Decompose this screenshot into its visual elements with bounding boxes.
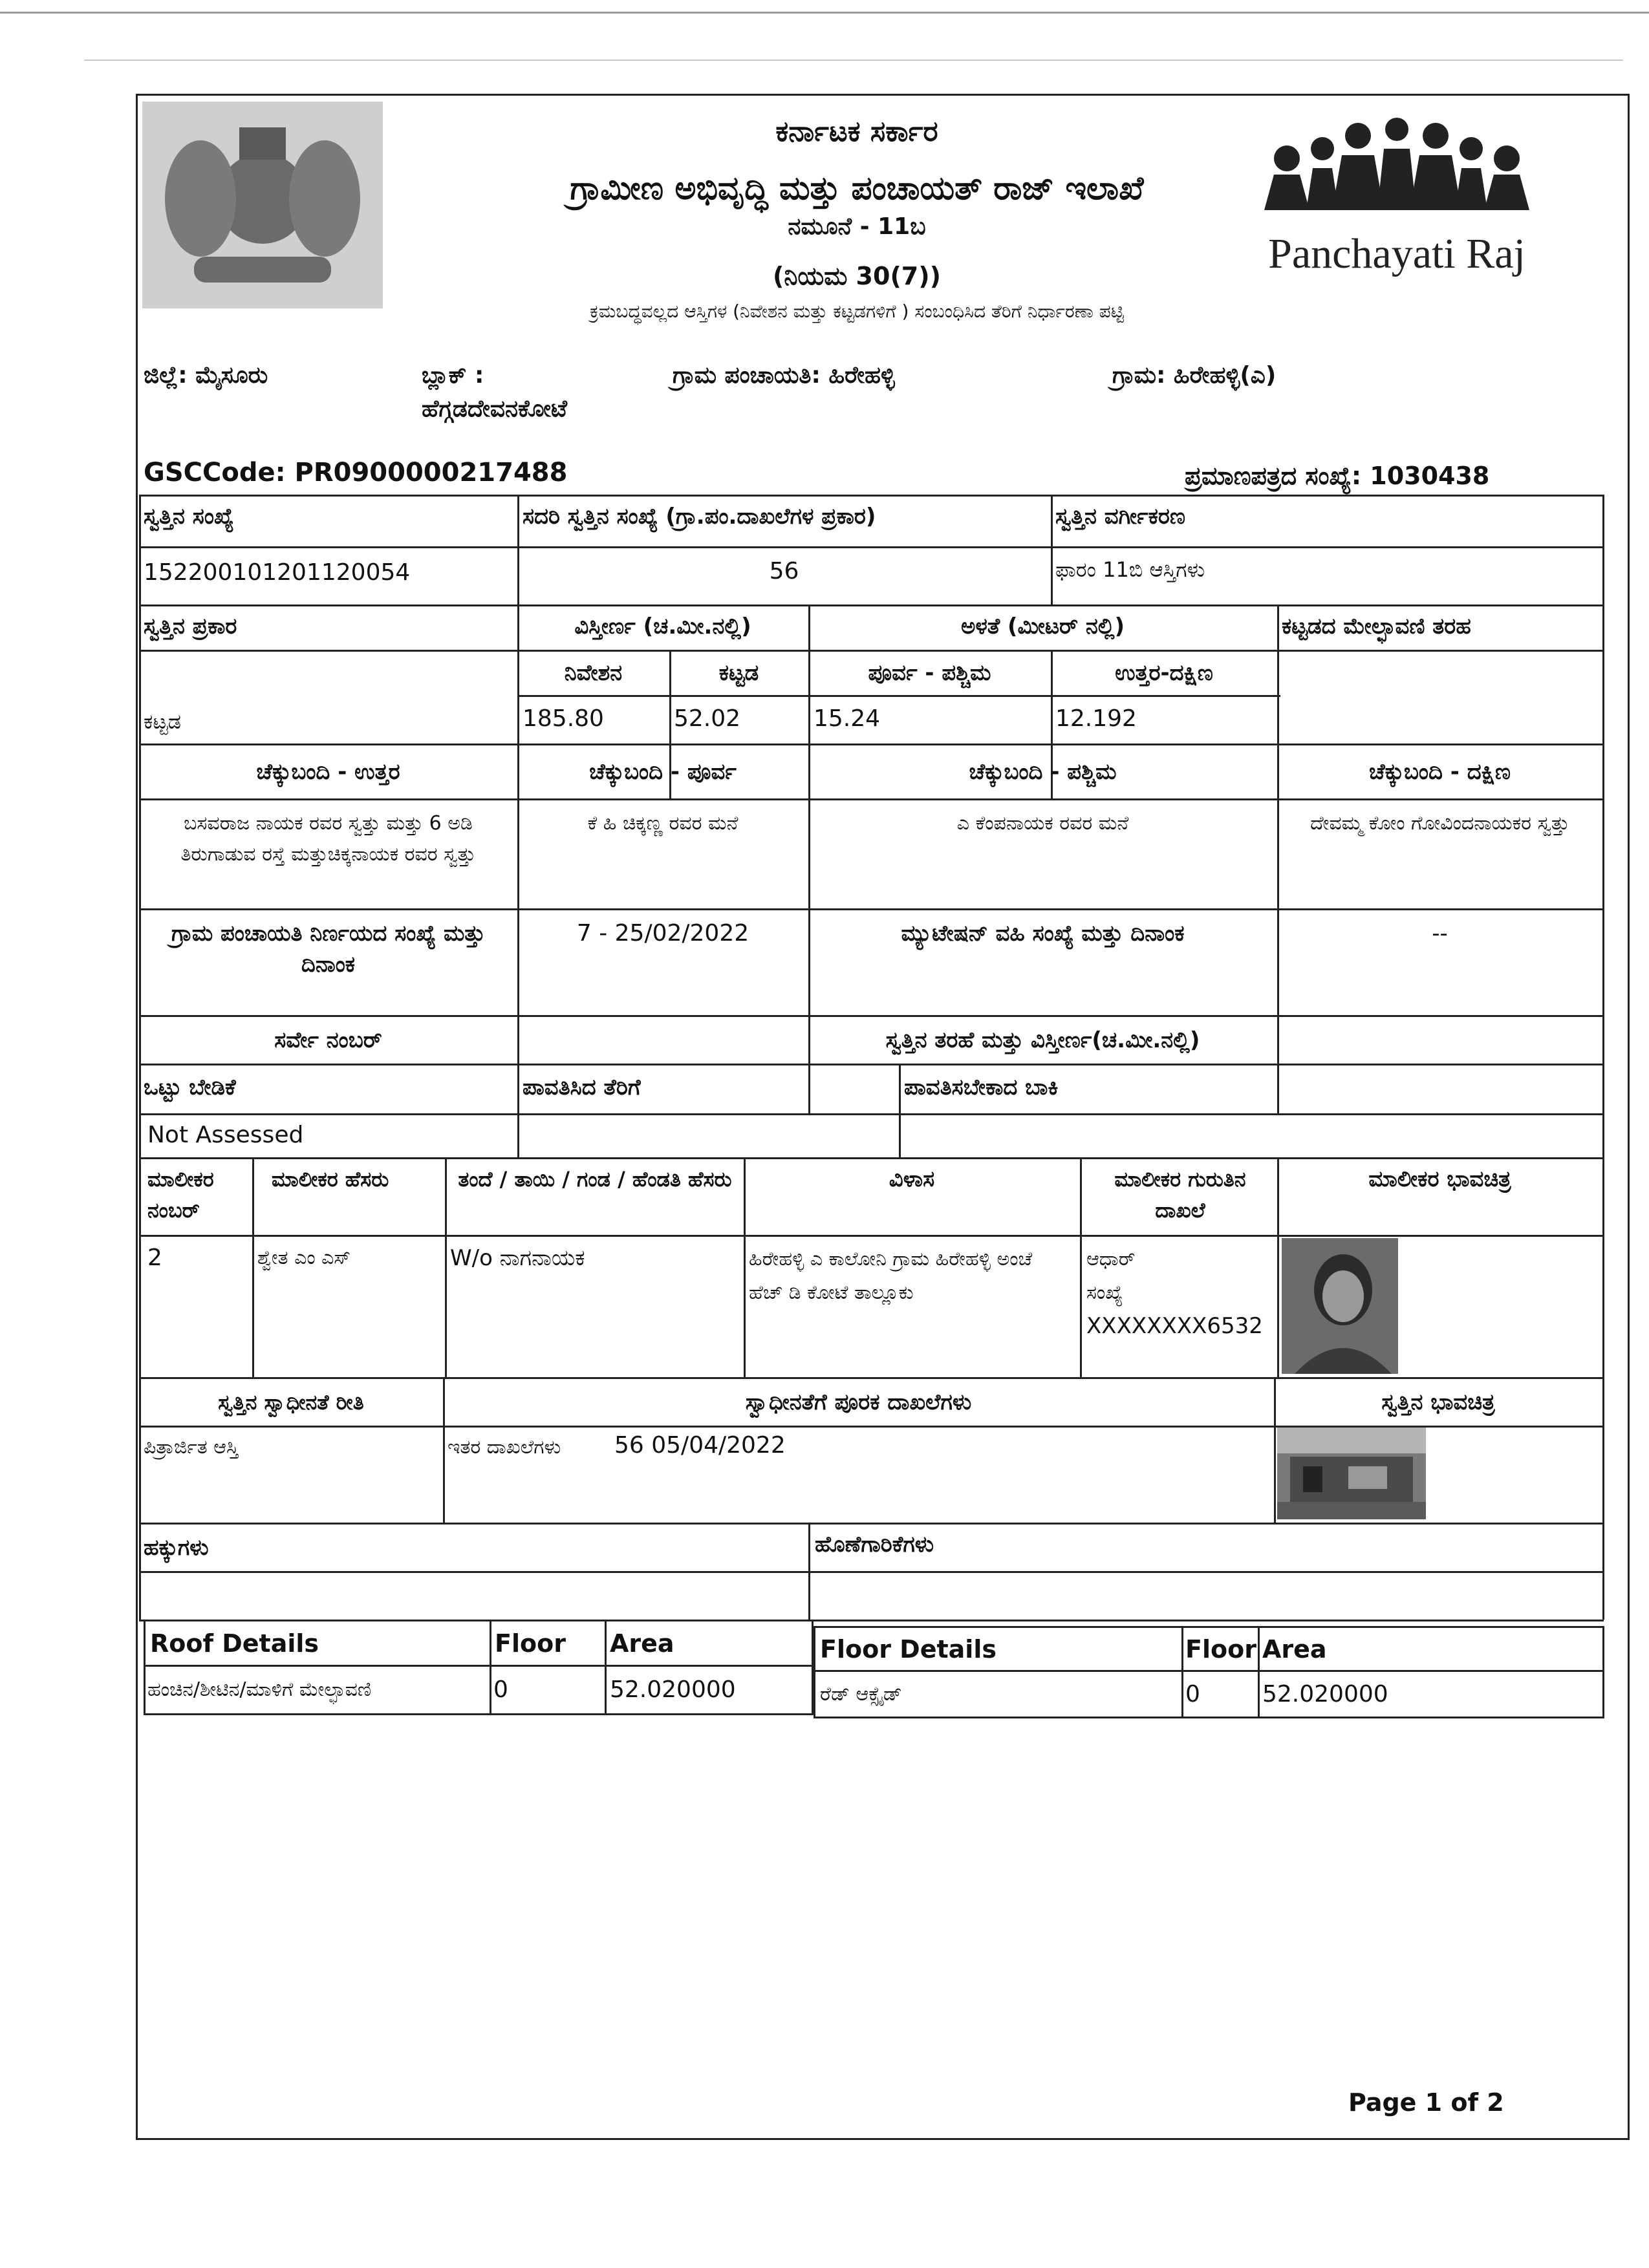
relation-name-label: ತಂದೆ / ತಾಯಿ / ಗಂಡ / ಹೆಂಡತಿ ಹೆಸರು [458, 1167, 732, 1192]
resolution-label: ಗ್ರಾಮ ಪಂಚಾಯತಿ ನಿರ್ಣಯದ ಸಂಖ್ಯೆ ಮತ್ತು ದಿನಾಂಕ [171, 921, 486, 978]
address-value: ಹಿರೇಹಳ್ಳಿ ಎ ಕಾಲೋನಿ ಗ್ರಾಮ ಹಿರೇಹಳ್ಳಿ ಅಂಚೆ ಹೆಚ್ ಡಿ ಕೋಟೆ ತಾಲ್ಲೂಕು [749, 1248, 1033, 1304]
gsc-code: GSCCode: PR0900000217488 [144, 458, 568, 487]
owner-number-value: 2 [147, 1245, 162, 1271]
rights-label: ಹಕ್ಕುಗಳು [144, 1535, 209, 1561]
north-south-label: ಉತ್ತರ-ದಕ್ಷಿಣ [1115, 660, 1213, 686]
form-border [136, 94, 1630, 2140]
roof-area-header: Area [610, 1629, 674, 1658]
property-id-value: 152200101201120054 [144, 559, 411, 586]
property-photo [1277, 1428, 1426, 1519]
roof-area-value: 52.020000 [610, 1676, 736, 1703]
rule-number: (ನಿಯಮ 30(7)) [773, 262, 941, 290]
scan-edge-line [0, 12, 1649, 14]
supporting-docs-prefix: ಇತರ ದಾಖಲೆಗಳು [447, 1436, 561, 1459]
form-subtitle: ಕ್ರಮಬದ್ಧವಲ್ಲದ ಆಸ್ತಿಗಳ (ನಿವೇಶನ ಮತ್ತು ಕಟ್ಟಡಗಳಿಗೆ ) ಸಂಬಂಧಿಸಿದ ತೆರಿಗೆ ನಿರ್ಧಾರಣಾ ಪಟ್ಟಿ [589, 301, 1125, 322]
mutation-value: -- [1432, 921, 1448, 947]
survey-number-label: ಸರ್ವೇ ನಂಬರ್ [274, 1027, 382, 1053]
certificate-number: ಪ್ರಮಾಣಪತ್ರದ ಸಂಖ್ಯೆ: 1030438 [1185, 462, 1490, 490]
village: ಗ್ರಾಮ: ಹಿರೇಹಳ್ಳಿ(ಎ) [1112, 362, 1277, 389]
west-boundary-value: ಎ ಕೆಂಪನಾಯಕ ರವರ ಮನೆ [956, 812, 1129, 835]
liabilities-label: ಹೊಣೆಗಾರಿಕೆಗಳು [815, 1532, 934, 1557]
property-type-label: ಸ್ವತ್ತಿನ ಪ್ರಕಾರ [144, 614, 237, 639]
block-label: ಬ್ಲಾಕ್ : [422, 362, 484, 389]
site-label: ನಿವೇಶನ [564, 660, 623, 686]
tax-paid-label: ಪಾವತಿಸಿದ ತೆರಿಗೆ [523, 1075, 641, 1100]
floor-details-title: Floor Details [820, 1635, 997, 1664]
owner-photo-label: ಮಾಲೀಕರ ಭಾವಚಿತ್ರ [1368, 1166, 1511, 1192]
roof-type-label: ಕಟ್ಟಡದ ಮೇಲ್ಛಾವಣಿ ತರಹ [1282, 614, 1471, 639]
floor-floor-value: 0 [1185, 1681, 1200, 1707]
address-label: ವಿಳಾಸ [889, 1166, 935, 1192]
north-boundary-value: ಬಸವರಾಜ ನಾಯಕ ರವರ ಸ್ವತ್ತು ಮತ್ತು 6 ಅಡಿ ತಿರುಗಾಡುವ ರಸ್ತೆ ಮತ್ತುಚಿಕ್ಕನಾಯಕ ರವರ ಸ್ವತ್ತು [180, 812, 476, 866]
scan-edge-line [84, 59, 1623, 61]
total-demand-value: Not Assessed [147, 1122, 304, 1148]
resolution-value: 7 - 25/02/2022 [576, 920, 749, 947]
panchayati-raj-text: Panchayati Raj [1268, 230, 1525, 277]
north-boundary-label: ಚೆಕ್ಕುಬಂದಿ - ಉತ್ತರ [256, 759, 400, 785]
floor-type-value: ರೆಡ್ ಆಕ್ಸೈಡ್ [820, 1683, 902, 1706]
west-boundary-label: ಚೆಕ್ಕುಬಂದಿ - ಪಶ್ಚಿಮ [969, 759, 1117, 785]
mutation-label: ಮ್ಯುಟೇಷನ್ ವಹಿ ಸಂಖ್ಯೆ ಮತ್ತು ದಿನಾಂಕ [901, 921, 1185, 947]
id-proof-label: ಮಾಲೀಕರ ಗುರುತಿನ ದಾಖಲೆ [1114, 1167, 1246, 1223]
district: ಜಿಲ್ಲೆ: ಮೈಸೂರು [144, 362, 268, 389]
south-boundary-value: ದೇವಮ್ಮ ಕೋಂ ಗೋವಿಂದನಾಯಕರ ಸ್ವತ್ತು [1310, 812, 1569, 835]
sadari-label: ಸದರಿ ಸ್ವತ್ತಿನ ಸಂಖ್ಯೆ (ಗ್ರಾ.ಪಂ.ದಾಖಲೆಗಳ ಪ್ರಕಾರ) [523, 504, 876, 530]
site-area-value: 185.80 [523, 705, 604, 732]
department-title: ಗ್ರಾಮೀಣ ಅಭಿವೃದ್ಧಿ ಮತ್ತು ಪಂಚಾಯತ್ ರಾಜ್ ಇಲಾಖೆ [570, 169, 1144, 207]
building-area-value: 52.02 [674, 705, 741, 732]
roof-details-title: Roof Details [150, 1629, 319, 1658]
area-label: ವಿಸ್ತೀರ್ಣ (ಚ.ಮೀ.ನಲ್ಲಿ) [574, 614, 751, 639]
east-boundary-value: ಕೆ ಹಿ ಚಿಕ್ಕಣ್ಣ ರವರ ಮನೆ [587, 812, 738, 835]
east-boundary-label: ಚೆಕ್ಕುಬಂದಿ - ಪೂರ್ವ [589, 759, 737, 785]
acquisition-mode-value: ಪಿತ್ರಾರ್ಜಿತ ಆಸ್ತಿ [144, 1436, 239, 1459]
building-label: ಕಟ್ಟಡ [718, 660, 759, 686]
owner-photo [1282, 1238, 1398, 1374]
classification-label: ಸ್ವತ್ತಿನ ವರ್ಗೀಕರಣ [1055, 504, 1186, 530]
property-type-area-label: ಸ್ವತ್ತಿನ ತರಹೆ ಮತ್ತು ವಿಸ್ತೀರ್ಣ(ಚ.ಮೀ.ನಲ್ಲಿ) [885, 1027, 1200, 1053]
roof-type-value: ಹಂಚಿನ/ಶೀಟಿನ/ಮಾಳಿಗೆ ಮೇಲ್ಛಾವಣಿ [147, 1678, 372, 1701]
dimension-label: ಅಳತೆ (ಮೀಟರ್ ನಲ್ಲಿ) [960, 614, 1125, 639]
property-type-value: ಕಟ್ಟಡ [144, 709, 181, 734]
relation-name-value: W/o ನಾಗನಾಯಕ [450, 1245, 585, 1271]
east-west-value: 15.24 [814, 705, 881, 732]
property-photo-label: ಸ್ವತ್ತಿನ ಭಾವಚಿತ್ರ [1381, 1389, 1495, 1415]
supporting-docs-label: ಸ್ವಾಧೀನತೆಗೆ ಪೂರಕ ದಾಖಲೆಗಳು [745, 1389, 972, 1415]
block-value: ಹೆಗ್ಗಡದೇವನಕೋಟೆ [422, 396, 568, 422]
supporting-docs-value: 56 05/04/2022 [614, 1432, 786, 1459]
owner-name-value: ಶ್ವೇತ ಎಂ ಎಸ್ [257, 1246, 351, 1269]
form-number: ನಮೂನೆ - 11ಬ [788, 213, 926, 240]
karnataka-emblem [142, 102, 383, 308]
roof-floor-value: 0 [493, 1676, 508, 1703]
id-proof-value: XXXXXXXX6532 [1086, 1313, 1263, 1339]
east-west-label: ಪೂರ್ವ - ಪಶ್ಚಿಮ [868, 660, 991, 686]
owner-name-label: ಮಾಲೀಕರ ಹೆಸರು [272, 1167, 389, 1192]
total-demand-label: ಒಟ್ಟು ಬೇಡಿಕೆ [144, 1075, 236, 1100]
floor-floor-header: Floor [1185, 1635, 1256, 1664]
south-boundary-label: ಚೆಕ್ಕುಬಂದಿ - ದಕ್ಷಿಣ [1368, 759, 1511, 785]
floor-area-value: 52.020000 [1262, 1681, 1388, 1707]
id-proof-type: ಆಧಾರ್ ಸಂಖ್ಯೆ [1086, 1248, 1136, 1304]
page-number: Page 1 of 2 [1348, 2088, 1504, 2117]
sadari-value: 56 [769, 558, 799, 584]
property-id-label: ಸ್ವತ್ತಿನ ಸಂಖ್ಯೆ [144, 504, 234, 530]
govt-title: ಕರ್ನಾಟಕ ಸರ್ಕಾರ [775, 115, 938, 148]
north-south-value: 12.192 [1055, 705, 1137, 732]
panchayati-raj-logo [1261, 113, 1533, 294]
owner-number-label: ಮಾಲೀಕರ ನಂಬರ್ [147, 1167, 214, 1223]
roof-floor-header: Floor [495, 1629, 566, 1658]
classification-value: ಫಾರಂ 11ಬಿ ಆಸ್ತಿಗಳು [1055, 557, 1205, 582]
floor-area-header: Area [1262, 1635, 1327, 1664]
tax-due-label: ಪಾವತಿಸಬೇಕಾದ ಬಾಕಿ [904, 1075, 1059, 1100]
gram-panchayat: ಗ್ರಾಮ ಪಂಚಾಯತಿ: ಹಿರೇಹಳ್ಳಿ [673, 362, 895, 389]
acquisition-mode-label: ಸ್ವತ್ತಿನ ಸ್ವಾಧೀನತೆ ರೀತಿ [218, 1390, 364, 1415]
